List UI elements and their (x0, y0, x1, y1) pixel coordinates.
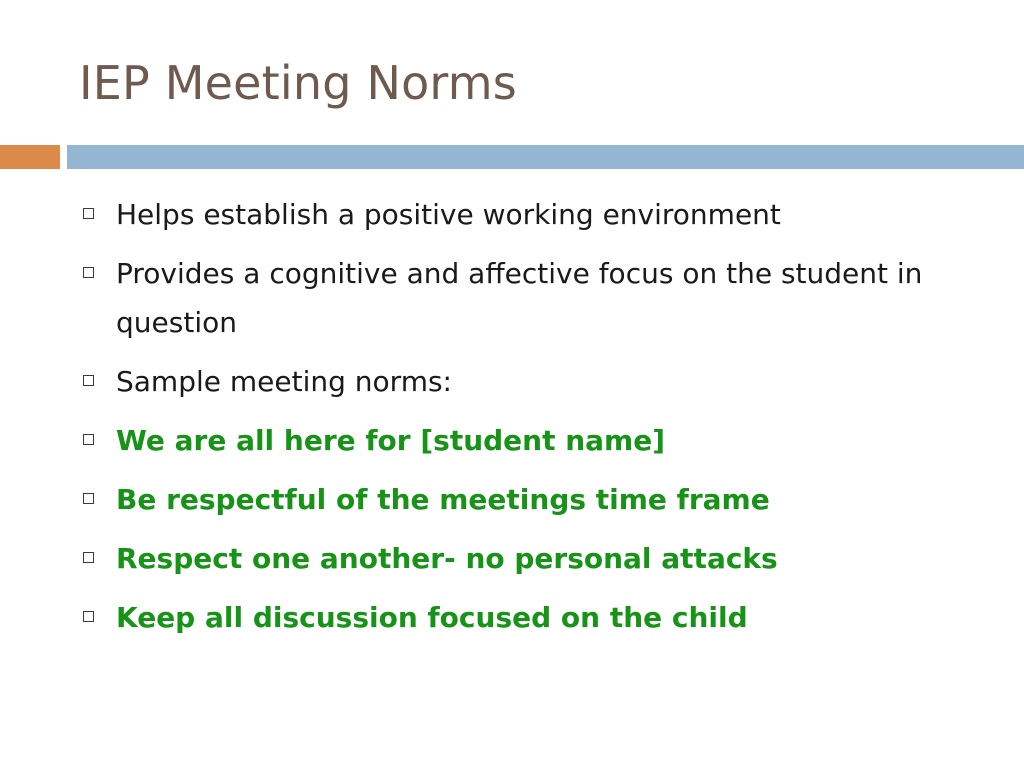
square-bullet-icon (83, 267, 94, 278)
title-divider-bar (67, 145, 1024, 169)
bullet-text: Respect one another- no personal attacks (116, 542, 778, 575)
square-bullet-icon (83, 611, 94, 622)
bullet-text: We are all here for [student name] (116, 424, 666, 457)
bullet-item-norm (80, 416, 960, 465)
bullet-item-norm (80, 475, 960, 524)
bullet-list (80, 190, 960, 652)
bullet-text: Sample meeting norms: (116, 365, 452, 398)
bullet-text: Keep all discussion focused on the child (116, 601, 748, 634)
bullet-item (80, 249, 960, 347)
square-bullet-icon (83, 434, 94, 445)
bullet-text: Be respectful of the meetings time frame (116, 483, 770, 516)
square-bullet-icon (83, 375, 94, 386)
title-accent-bar (0, 145, 60, 169)
square-bullet-icon (83, 208, 94, 219)
slide-title: IEP Meeting Norms (79, 56, 517, 110)
square-bullet-icon (83, 493, 94, 504)
bullet-text: Provides a cognitive and affective focus on the student in question (116, 257, 923, 339)
bullet-item-norm (80, 534, 960, 583)
square-bullet-icon (83, 552, 94, 563)
bullet-item-norm (80, 593, 960, 642)
bullet-item (80, 190, 960, 239)
bullet-text: Helps establish a positive working environment (116, 198, 781, 231)
bullet-item (80, 357, 960, 406)
